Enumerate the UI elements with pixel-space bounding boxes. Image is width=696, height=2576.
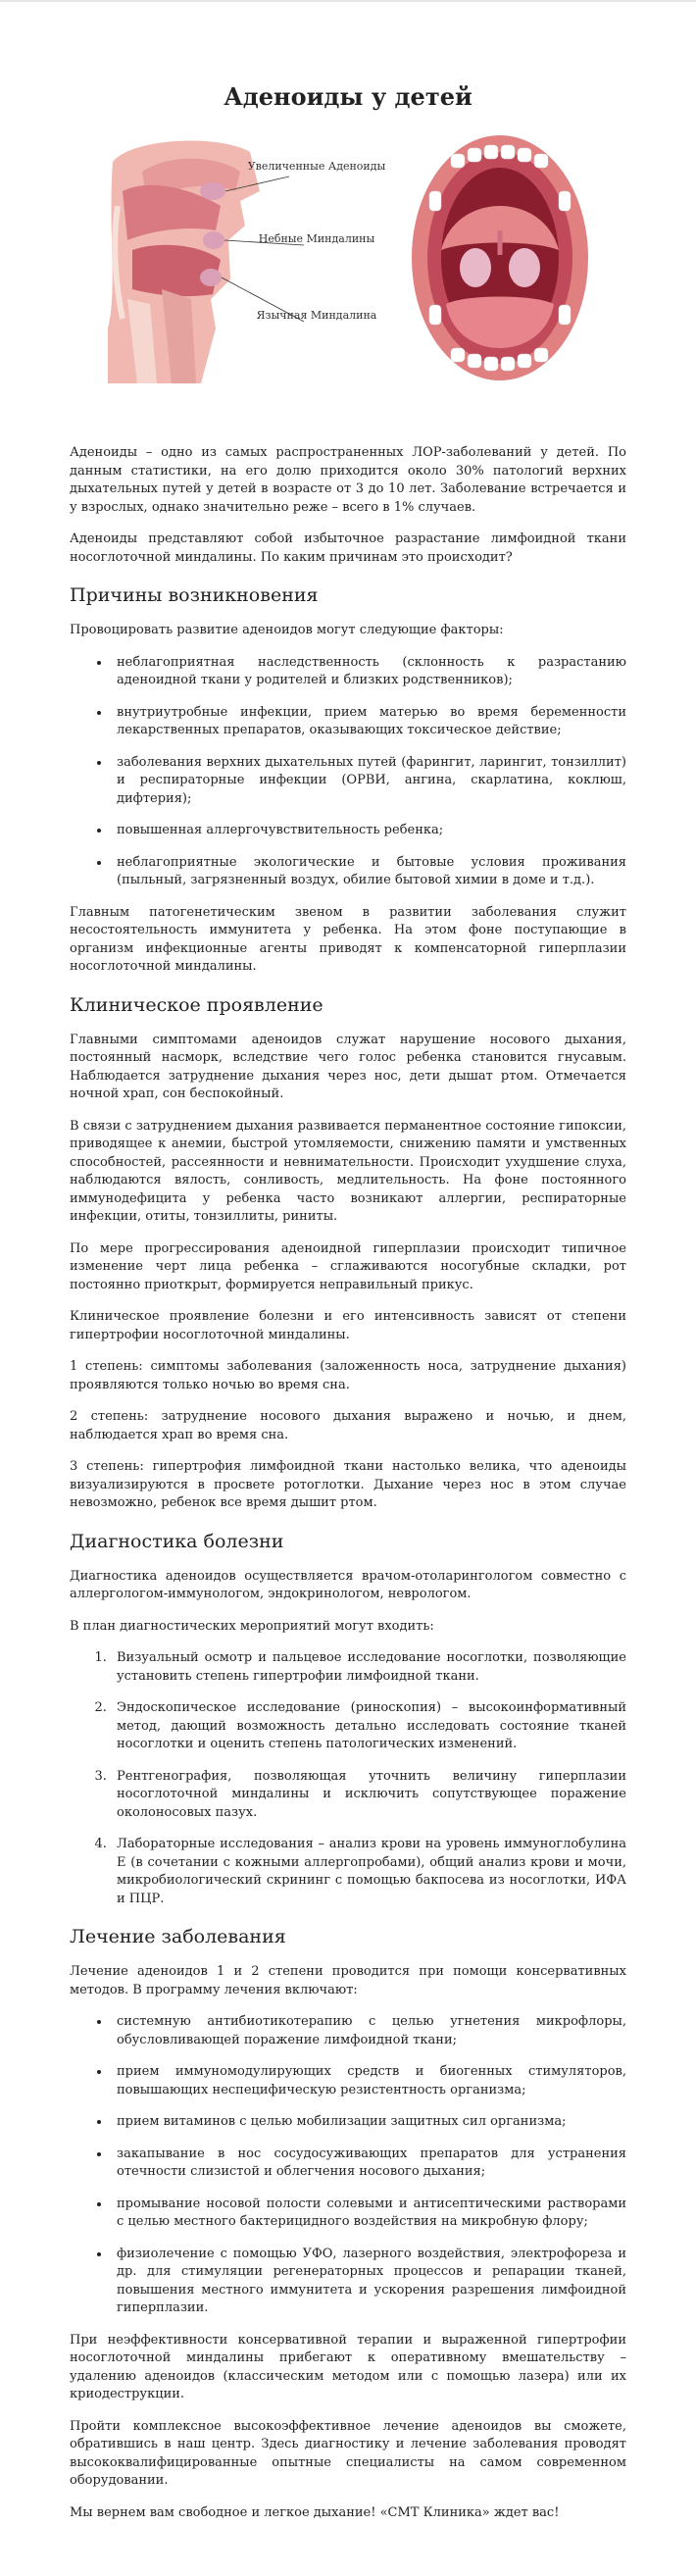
clinical-paragraph: 1 степень: симптомы заболевания (заложенность носа, затруднение дыхания) проявляются только ночью во время сна. bbox=[70, 1359, 626, 1392]
head-section-figure bbox=[108, 141, 304, 383]
list-item: • системную антибиотикотерапию с целью угнетения микрофлоры, обусловливающей поражение лимфоидной ткани; bbox=[111, 2013, 626, 2049]
causes-lead: Провоцировать развитие аденоидов могут следующие факторы: bbox=[70, 623, 504, 637]
section-heading-treatment: Лечение заболевания bbox=[70, 1926, 286, 1947]
section-heading-causes: Причины возникновения bbox=[70, 584, 319, 606]
palatine-tonsil-mark bbox=[203, 231, 224, 249]
lingual-tonsil-mark bbox=[200, 269, 222, 286]
treatment-lead: Лечение аденоидов 1 и 2 степени проводится при помощи консервативных методов. В программу лечения включают: bbox=[70, 1964, 626, 1997]
list-item: • неблагоприятные экологические и бытовые условия проживания (пыльный, загрязненный воздух, обилие бытовой химии в доме и т.д.). bbox=[111, 854, 626, 890]
label-lingual-tonsil: Язычная Миндалина bbox=[256, 309, 377, 322]
list-item: 3. Рентгенография, позволяющая уточнить величину гиперплазии носоглоточной миндалины и исключить сопутствующее поражение околоносовых пазух. bbox=[111, 1768, 626, 1823]
clinical-paragraph: 2 степень: затруднение носового дыхания выражено и ночью, и днем, наблюдается храп во время сна. bbox=[70, 1409, 626, 1442]
diagnostics-plan: В план диагностических мероприятий могут входить: bbox=[70, 1618, 434, 1634]
adenoids-illustration bbox=[103, 132, 593, 383]
treatment-list bbox=[70, 2013, 626, 2318]
clinical-paragraph: По мере прогрессирования аденоидной гиперплазии происходит типичное изменение черт лица ребенка – сглаживаются носогубные складки, рот постоянно приоткрыт, формируется неправильный прикус. bbox=[70, 1240, 626, 1292]
list-item: • неблагоприятная наследственность (склонность к разрастанию аденоидной ткани у родителей и близких родственников); bbox=[111, 654, 626, 690]
treatment-closing: Мы вернем вам свободное и легкое дыхание! «СМТ Клиника» ждет вас! bbox=[70, 2504, 560, 2520]
top-border bbox=[0, 0, 696, 2]
list-item: • заболевания верхних дыхательных путей (фарингит, ларингит, тонзиллит) и респираторные инфекции (ОРВИ, ангина, скарлатина, коклюш, дифтерия); bbox=[111, 754, 626, 809]
diagnostics-lead: Диагностика аденоидов осуществляется врачом-отоларингологом совместно с аллергологом-иммунологом, эндокринологом, неврологом. bbox=[70, 1568, 626, 1601]
list-item: • прием иммуномодулирующих средств и биогенных стимуляторов, повышающих неспецифическую резистентность организма; bbox=[111, 2063, 626, 2099]
adenoid-mark bbox=[200, 182, 225, 200]
clinical-paragraph: В связи с затруднением дыхания развивается перманентное состояние гипоксии, приводящее к анемии, быстрой утомляемости, снижению памяти и умственных способностей, рассеянности и невнимательности. Происходит ухудшение слуха, наблюдаются вялость, сонливость, медлительность. На фоне постоянного иммунодефицита у ребенка часто возникают аллергии, респираторные инфекции, отиты, тонзиллиты, риниты. bbox=[70, 1118, 626, 1224]
clinical-paragraph: Клиническое проявление болезни и его интенсивность зависят от степени гипертрофии носоглоточной миндалины. bbox=[70, 1309, 626, 1342]
article bbox=[70, 82, 626, 2555]
list-item: • физиолечение с помощью УФО, лазерного воздействия, электрофореза и др. для стимуляции регенераторных процессов и репарации тканей, повышения местного иммунитета и ускорения разрешения лимфоидной гиперплазии. bbox=[111, 2246, 626, 2318]
clinical-paragraph: Главными симптомами аденоидов служат нарушение носового дыхания, постоянный насморк, вследствие чего голос ребенка становится гнусавым. Наблюдается затруднение дыхания через нос, дети дышат ртом. Отмечается ночной храп, сон беспокойный. bbox=[70, 1032, 626, 1101]
section-heading-diagnostics: Диагностика болезни bbox=[70, 1530, 284, 1552]
list-item: 4. Лабораторные исследования – анализ крови на уровень иммуноглобулина Е (в сочетании с кожными аллергопробами), общий анализ крови и мочи, микробиологический скрининг с помощью бакпосева из носоглотки, ИФА и ПЦР. bbox=[111, 1836, 626, 1908]
label-enlarged-adenoids: Увеличенные Аденоиды bbox=[247, 160, 386, 173]
causes-summary: Главным патогенетическим звеном в развитии заболевания служит несостоятельность иммунитета у ребенка. На этом фоне поступающие в организм инфекционные агенты приводят к компенсаторной гиперплазии носоглоточной миндалины. bbox=[70, 904, 626, 974]
open-mouth-figure bbox=[412, 135, 588, 380]
page-title: Аденоиды у детей bbox=[224, 82, 472, 111]
section-heading-clinical: Клиническое проявление bbox=[70, 993, 323, 1016]
causes-list bbox=[70, 654, 626, 890]
list-item: • закапывание в нос сосудосуживающих препаратов для устранения отечности слизистой и облегчения носового дыхания; bbox=[111, 2146, 626, 2182]
treatment-closing: При неэффективности консервативной терапии и выраженной гипертрофии носоглоточной миндалины прибегают к оперативному вмешательству – удалению аденоидов (классическим методом или с помощью лазера) или их криодеструкции. bbox=[70, 2332, 626, 2401]
diagnostics-list bbox=[70, 1649, 626, 1908]
list-item: • прием витаминов с целью мобилизации защитных сил организма; bbox=[111, 2113, 626, 2132]
list-item: 2. Эндоскопическое исследование (риноскопия) – высокоинформативный метод, дающий возможность детально исследовать состояние тканей носоглотки и оценить степень патологических изменений. bbox=[111, 1699, 626, 1754]
clinical-paragraph: 3 степень: гипертрофия лимфоидной ткани настолько велика, что аденоиды визуализируются в просвете ротоглотки. Дыхание через нос в этом случае невозможно, ребенок все время дышит ртом. bbox=[70, 1459, 626, 1510]
list-item: • внутриутробные инфекции, прием матерью во время беременности лекарственных препаратов, оказывающих токсическое действие; bbox=[111, 704, 626, 740]
list-item: • промывание носовой полости солевыми и антисептическими растворами с целью местного бактерицидного воздействия на микробную флору; bbox=[111, 2196, 626, 2232]
label-palatine-tonsils: Небные Миндалины bbox=[258, 232, 375, 245]
intro-paragraph: Аденоиды – одно из самых распространенных ЛОР-заболеваний у детей. По данным статистики, на его долю приходится около 30% патологий верхних дыхательных путей у детей в возрасте от 3 до 10 лет. Заболевание встречается и у взрослых, однако значительно реже – всего в 1% случаев. bbox=[70, 445, 626, 515]
treatment-closing: Пройти комплексное высокоэффективное лечение аденоидов вы сможете, обратившись в наш центр. Здесь диагностику и лечение заболевания проводят высококвалифицированные опытные специалисты на самом современном оборудовании. bbox=[70, 2418, 626, 2488]
intro-paragraph: Аденоиды представляют собой избыточное разрастание лимфоидной ткани носоглоточной миндалины. По каким причинам это происходит? bbox=[70, 531, 626, 565]
list-item: 1. Визуальный осмотр и пальцевое исследование носоглотки, позволяющие установить степень гипертрофии лимфоидной ткани. bbox=[111, 1649, 626, 1686]
list-item: • повышенная аллергочувствительность ребенка; bbox=[111, 822, 626, 840]
